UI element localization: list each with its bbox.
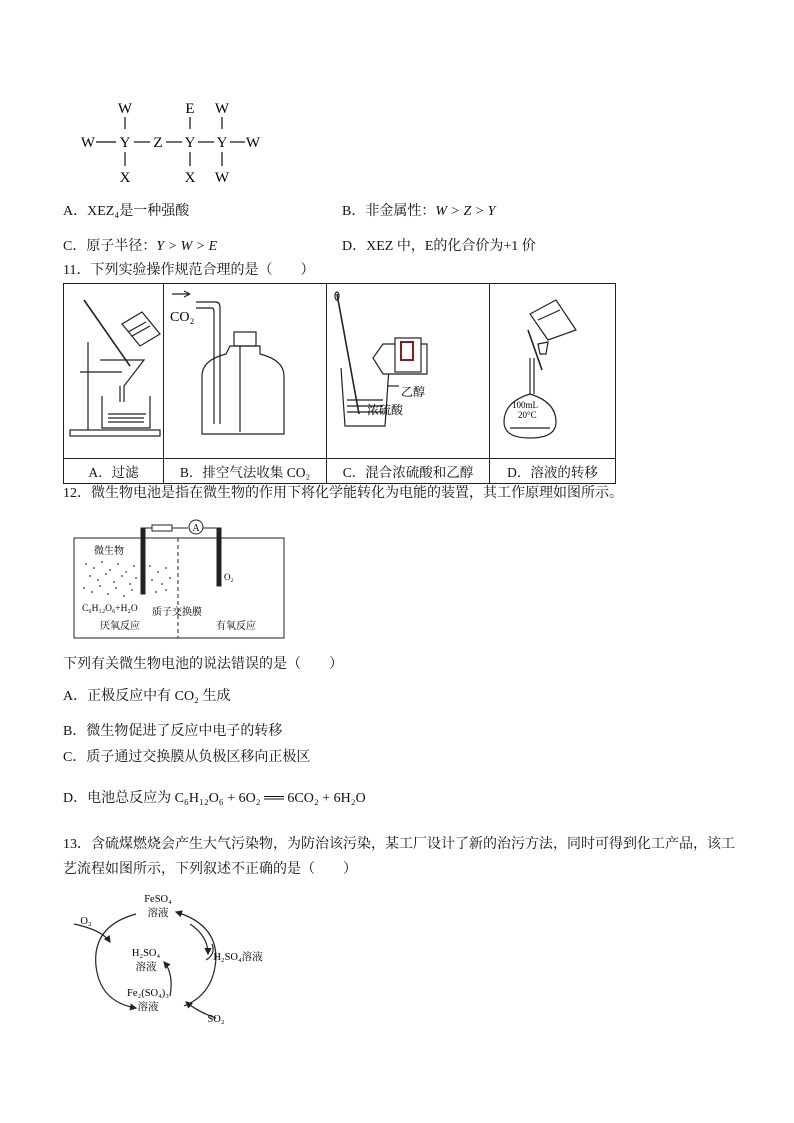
- question-text: 下列有关微生物电池的说法错误的是（ ）: [63, 657, 343, 672]
- reactant-label: C₆H₁₂O₆+H₂O: [82, 604, 138, 614]
- question-stem: 11．下列实验操作规范合理的是（ ）: [63, 263, 315, 278]
- transfer-figure: [490, 284, 615, 453]
- ethanol-label: 乙醇: [401, 385, 426, 399]
- membrane-label: 质子交换膜: [152, 607, 202, 618]
- mixing-figure: [327, 284, 489, 453]
- option-label: C．原子半径：: [63, 239, 157, 254]
- formula: Y > W > E: [156, 239, 218, 254]
- option-d: D．XEZ 中，E的化合价为+1 价: [342, 239, 536, 254]
- apparatus-gas-collection: [164, 284, 327, 459]
- option-b: B．排空气法收集 CO₂: [164, 459, 327, 484]
- temp-label: 20°C: [518, 410, 537, 420]
- atom-y: Y: [216, 135, 228, 151]
- question-stem-continued: 艺流程如图所示，下列叙述不正确的是（ ）: [63, 862, 357, 877]
- volume-label: 100mL: [512, 400, 538, 410]
- anaerobic-label: 厌氧反应: [100, 621, 140, 632]
- option-c: C．混合浓硫酸和乙醇: [327, 459, 490, 484]
- atom-w: W: [245, 135, 261, 151]
- question-stem: 12．微生物电池是指在微生物的作用下将化学能转化为电能的装置，其工作原理如图所示。: [63, 486, 623, 501]
- atom-x: X: [184, 170, 196, 186]
- microbe-label: 微生物: [94, 546, 124, 557]
- so2-label: SO₂: [207, 1014, 225, 1025]
- option-c: C．质子通过交换膜从负极区移向正极区: [63, 750, 311, 765]
- option-d: D．溶液的转移: [490, 459, 616, 484]
- apparatus-filtration: [64, 284, 164, 459]
- option-d: D．电池总反应为 C₆H₁₂O₆ + 6O₂ ══ 6CO₂ + 6H₂O: [63, 791, 366, 806]
- fe2so43-solution-label: 溶液: [137, 1002, 159, 1013]
- flow-cycle-diagram: [66, 890, 286, 1026]
- structure-diagram: [72, 96, 272, 188]
- formula: W > Z > Y: [435, 204, 496, 219]
- apparatus-transfer: [490, 284, 616, 459]
- atom-z: Z: [153, 135, 163, 151]
- o2-label: O₂: [80, 916, 92, 927]
- fe2so43-label: Fe₂(SO₄)₃: [127, 988, 169, 999]
- apparatus-table: [63, 283, 616, 484]
- atom-w: W: [80, 135, 96, 151]
- option-a: A．过滤: [64, 459, 164, 484]
- option-a: A．XEZ₄是一种强酸: [63, 204, 190, 219]
- atom-x: X: [119, 170, 131, 186]
- atom-w: W: [214, 170, 230, 186]
- atom-w: W: [117, 101, 133, 117]
- apparatus-mixing: [327, 284, 490, 459]
- question-stem: 13．含硫煤燃烧会产生大气污染物，为防治该污染，某工厂设计了新的治污方法，同时可得到化工产品，该工: [63, 837, 735, 852]
- microbe-dots: [83, 561, 171, 597]
- gas-collection-figure: [164, 284, 326, 453]
- feso4-solution-label: 溶液: [147, 908, 169, 919]
- atom-e: E: [185, 101, 195, 117]
- microbial-cell-diagram: [72, 514, 286, 642]
- filtration-figure: [64, 284, 163, 453]
- option-b: [342, 203, 495, 221]
- option-b: B．微生物促进了反应中电子的转移: [63, 724, 283, 739]
- h2so4-center-label: H₂SO₄: [131, 948, 161, 959]
- atom-y: Y: [184, 135, 196, 151]
- feso4-label: FeSO₄: [144, 894, 172, 905]
- h2so4-center-solution-label: 溶液: [135, 962, 157, 973]
- aerobic-label: 有氧反应: [216, 621, 256, 632]
- option-label: B．非金属性：: [342, 204, 436, 219]
- atom-y: Y: [119, 135, 131, 151]
- o2-label: O₂: [224, 572, 234, 582]
- option-a: A．正极反应中有 CO₂ 生成: [63, 689, 231, 704]
- atom-w: W: [214, 101, 230, 117]
- acid-label: 浓硫酸: [367, 403, 404, 417]
- option-c: [63, 238, 217, 256]
- ammeter-icon: A: [192, 523, 200, 534]
- co2-label: CO₂: [170, 310, 195, 325]
- h2so4-output-label: H₂SO₄溶液: [213, 952, 263, 963]
